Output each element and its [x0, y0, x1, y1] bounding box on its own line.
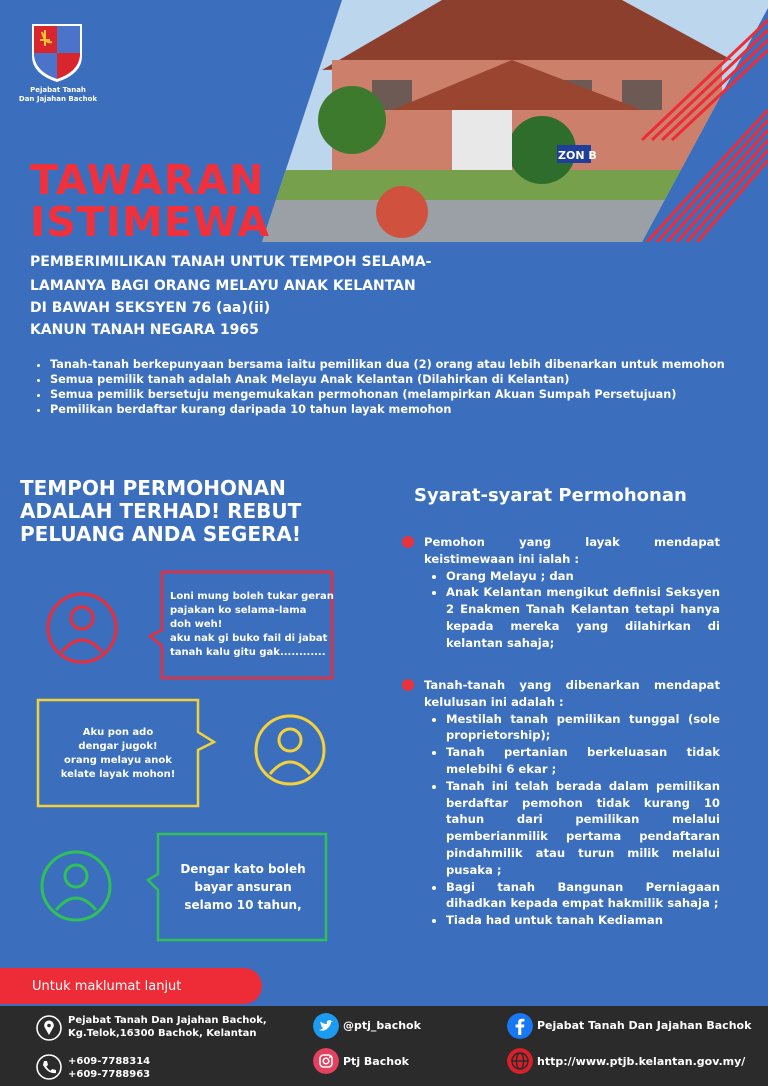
twitter-handle[interactable]: @ptj_bachok [343, 1019, 421, 1032]
main-title-line1: TAWARAN [30, 156, 265, 204]
bullet-item: • Semua pemilik bersetuju mengemukakan permohonan (melampirkan Akuan Sumpah Persetujuan) [50, 388, 730, 402]
bullet-item: • Tanah-tanah berkepunyaan bersama iaitu pemilikan dua (2) orang atau lebih dibenarkan untuk memohon [50, 358, 730, 372]
red-person-icon [48, 594, 116, 662]
twitter-icon[interactable] [313, 1013, 339, 1039]
instagram-handle[interactable]: Ptj Bachok [343, 1055, 409, 1068]
phone-numbers: +609-7788314 +609-7788963 [68, 1056, 151, 1080]
instagram-icon[interactable] [313, 1048, 339, 1074]
subtitle-line: LAMANYA BAGI ORANG MELAYU ANAK KELANTAN [30, 278, 416, 294]
requirement-item: • Tiada had untuk tanah Kediaman [446, 912, 720, 929]
org-name: Pejabat Tanah Dan Jajahan Bachok [18, 86, 98, 103]
subtitle-line: PEMBERIMILIKAN TANAH UNTUK TEMPOH SELAMA- [30, 254, 432, 270]
zone-sign: ZON B [558, 149, 597, 162]
more-info-label: Untuk maklumat lanjut [32, 979, 182, 994]
requirement-item: • Bagi tanah Bangunan Perniagaan dihadkan kepada empat hakmilik sahaja ; [446, 879, 720, 913]
red-dot-icon [402, 536, 414, 548]
red-dot-icon [402, 679, 414, 691]
promo-text: TEMPOH PERMOHONAN ADALAH TERHAD! REBUT PELUANG ANDA SEGERA! [20, 476, 302, 546]
requirements-section-land: Tanah-tanah yang dibenarkan mendapat kelulusan ini adalah : • Mestilah tanah pemilikan tunggal (sole proprietorship); • Tanah pertanian berkeluasan tidak melebihi 6 ekar ; • Tanah ini telah berada dalam pemilikan berdaftar pemohon tidak kurang 10 tahun dari pemilikan melalui pemberianmilik pertama pendaftaran pindahmilik atau turun milik melalui pusaka ; • Bagi tanah Bangunan Perniagaan dihadkan kepada empat hakmilik sahaja ; • Tiada had untuk tanah Kediaman [402, 677, 720, 929]
facebook-icon[interactable] [507, 1013, 533, 1039]
requirement-item: • Mestilah tanah pemilikan tunggal (sole proprietorship); [446, 711, 720, 745]
bullet-item: • Semua pemilik tanah adalah Anak Melayu Anak Kelantan (Dilahirkan di Kelantan) [50, 373, 730, 387]
phone-icon [36, 1054, 62, 1080]
building-photo [262, 0, 768, 242]
subtitle-line: DI BAWAH SEKSYEN 76 (aa)(ii) [30, 300, 271, 316]
location-pin-icon [36, 1015, 62, 1041]
subtitle-line: KANUN TANAH NEGARA 1965 [30, 322, 259, 338]
red-bubble-text: Loni mung boleh tukar geran pajakan ko selama-lama doh weh! aku nak gi buko fail di jabat tanah kalu gitu gak............ [170, 591, 334, 658]
green-person-icon [42, 852, 110, 920]
requirement-item: • Anak Kelantan mengikut definisi Seksyen 2 Enakmen Tanah Kelantan tetapi hanya kepada mereka yang dilahirkan di kelantan sahaja; [446, 584, 720, 651]
crest-logo [30, 22, 84, 84]
eligibility-bullets [32, 358, 730, 418]
website-link[interactable]: http://www.ptjb.kelantan.gov.my/ [537, 1055, 746, 1068]
yellow-person-icon [256, 716, 324, 784]
requirement-item: • Orang Melayu ; dan [446, 568, 720, 585]
main-title-line2: ISTIMEWA [30, 198, 270, 246]
requirements-title: Syarat-syarat Permohonan [414, 485, 687, 506]
requirement-item: • Tanah ini telah berada dalam pemilikan berdaftar pemohon tidak kurang 10 tahun dari pemilikan melalui pemberianmilik pertama pendaftaran pindahmilik atau turun milik melalui pusaka ; [446, 778, 720, 879]
bullet-item: • Pemilikan berdaftar kurang daripada 10 tahun layak memohon [50, 403, 730, 417]
yellow-bubble-text: Aku pon ado dengar jugok! orang melayu anok kelate layak mohon! [60, 727, 176, 780]
globe-icon[interactable] [507, 1048, 533, 1074]
green-bubble-text: Dengar kato boleh bayar ansuran selamo 10 tahun, [180, 862, 306, 912]
requirements-section-applicant: Pemohon yang layak mendapat keistimewaan ini ialah : • Orang Melayu ; dan • Anak Kelantan mengikut definisi Seksyen 2 Enakmen Tanah Kelantan tetapi hanya kepada mereka yang dilahirkan di kelantan sahaja; [402, 534, 720, 652]
requirement-item: • Tanah pertanian berkeluasan tidak melebihi 6 ekar ; [446, 744, 720, 778]
facebook-page[interactable]: Pejabat Tanah Dan Jajahan Bachok [537, 1019, 752, 1032]
office-address: Pejabat Tanah Dan Jajahan Bachok, Kg.Telok,16300 Bachok, Kelantan [68, 1015, 267, 1039]
